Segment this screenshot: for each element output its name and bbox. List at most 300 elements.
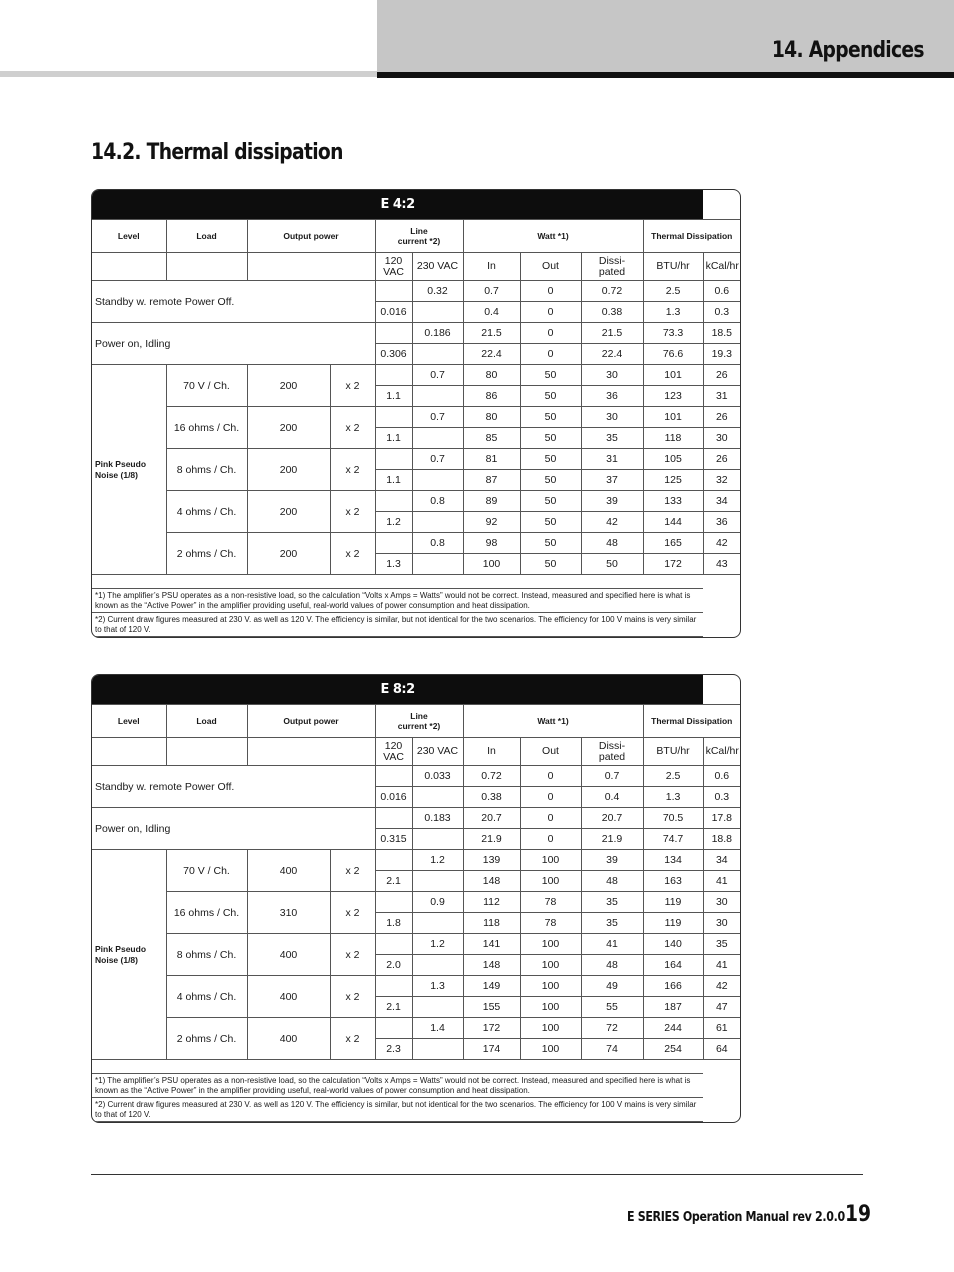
header-grey-rule xyxy=(0,71,377,77)
kcal-hr: 30 xyxy=(703,913,740,934)
line-current-120vac: 1.1 xyxy=(375,470,412,491)
watt-out: 0 xyxy=(520,829,581,850)
idle-label: Power on, Idling xyxy=(92,323,375,365)
kcal-hr: 30 xyxy=(703,892,740,913)
watt-out: 50 xyxy=(520,407,581,428)
watt-dissipated: 0.7 xyxy=(581,766,643,787)
kcal-hr: 32 xyxy=(703,470,740,491)
watt-out: 50 xyxy=(520,386,581,407)
kcal-hr: 47 xyxy=(703,997,740,1018)
line-current-230vac: 1.3 xyxy=(412,976,463,997)
load-label: 2 ohms / Ch. xyxy=(166,1018,247,1060)
watt-in: 174 xyxy=(463,1039,520,1060)
subheader-dissipated: Dissi- pated xyxy=(581,738,643,766)
watt-out: 50 xyxy=(520,491,581,512)
line-current-120vac: 2.1 xyxy=(375,997,412,1018)
watt-in: 86 xyxy=(463,386,520,407)
line-current-230vac: 0.9 xyxy=(412,892,463,913)
watt-in: 172 xyxy=(463,1018,520,1039)
header-row xyxy=(92,220,740,253)
subheader-dissipated: Dissi- pated xyxy=(581,253,643,281)
watt-in: 87 xyxy=(463,470,520,491)
watt-dissipated: 21.9 xyxy=(581,829,643,850)
kcal-hr: 0.6 xyxy=(703,281,740,302)
table-row xyxy=(92,1018,740,1039)
watt-dissipated: 36 xyxy=(581,386,643,407)
channel-multiplier: x 2 xyxy=(330,365,375,407)
btu-hr: 101 xyxy=(643,407,703,428)
line-current-230vac: 0.7 xyxy=(412,365,463,386)
header-black-rule xyxy=(377,72,954,78)
footnote-row xyxy=(92,1098,740,1122)
watt-out: 50 xyxy=(520,554,581,575)
watt-out: 0 xyxy=(520,766,581,787)
line-current-120vac xyxy=(375,976,412,997)
watt-out: 0 xyxy=(520,323,581,344)
table-title: E 8:2 xyxy=(92,675,703,705)
watt-out: 78 xyxy=(520,913,581,934)
watt-out: 100 xyxy=(520,997,581,1018)
kcal-hr: 41 xyxy=(703,955,740,976)
btu-hr: 133 xyxy=(643,491,703,512)
watt-in: 80 xyxy=(463,365,520,386)
output-power-value: 200 xyxy=(247,449,330,491)
table-row xyxy=(92,281,740,302)
watt-in: 148 xyxy=(463,871,520,892)
line-current-120vac: 1.1 xyxy=(375,428,412,449)
kcal-hr: 41 xyxy=(703,871,740,892)
spacer-cell xyxy=(92,575,703,589)
footnote-row xyxy=(92,589,740,613)
page-number: 19 xyxy=(845,1202,872,1227)
output-power-value: 200 xyxy=(247,533,330,575)
thermal-table xyxy=(92,675,740,1122)
watt-dissipated: 20.7 xyxy=(581,808,643,829)
watt-out: 100 xyxy=(520,976,581,997)
table-row xyxy=(92,449,740,470)
line-current-230vac: 0.183 xyxy=(412,808,463,829)
section-title: 14.2. Thermal dissipation xyxy=(91,140,343,165)
footnote-2: *2) Current draw figures measured at 230 V. as well as 120 V. The efficiency is similar, but not identical for the two scenarios. The efficiency for 100 V mains is very similar to that of 120 V. xyxy=(92,613,703,637)
line-current-120vac xyxy=(375,934,412,955)
subheader-230vac: 230 VAC xyxy=(412,738,463,766)
btu-hr: 140 xyxy=(643,934,703,955)
watt-dissipated: 0.38 xyxy=(581,302,643,323)
watt-out: 50 xyxy=(520,470,581,491)
subheader-120vac: 120 VAC xyxy=(375,253,412,281)
line-current-230vac: 0.32 xyxy=(412,281,463,302)
header-level: Level xyxy=(92,220,166,253)
channel-multiplier: x 2 xyxy=(330,449,375,491)
btu-hr: 254 xyxy=(643,1039,703,1060)
kcal-hr: 19.3 xyxy=(703,344,740,365)
watt-dissipated: 39 xyxy=(581,491,643,512)
line-current-230vac xyxy=(412,470,463,491)
line-current-230vac xyxy=(412,344,463,365)
line-current-120vac: 1.8 xyxy=(375,913,412,934)
watt-dissipated: 48 xyxy=(581,871,643,892)
line-current-230vac: 1.2 xyxy=(412,934,463,955)
pink-noise-label: Pink Pseudo Noise (1/8) xyxy=(92,850,166,1060)
line-current-120vac xyxy=(375,808,412,829)
watt-dissipated: 72 xyxy=(581,1018,643,1039)
btu-hr: 105 xyxy=(643,449,703,470)
chapter-title: 14. Appendices xyxy=(771,38,924,63)
spacer-row xyxy=(92,575,740,589)
line-current-120vac xyxy=(375,407,412,428)
btu-hr: 1.3 xyxy=(643,302,703,323)
kcal-hr: 17.8 xyxy=(703,808,740,829)
subheader-empty xyxy=(247,253,375,281)
header-thermal-dissipation: Thermal Dissipation xyxy=(643,705,740,738)
btu-hr: 118 xyxy=(643,428,703,449)
load-label: 70 V / Ch. xyxy=(166,850,247,892)
btu-hr: 101 xyxy=(643,365,703,386)
btu-hr: 144 xyxy=(643,512,703,533)
btu-hr: 125 xyxy=(643,470,703,491)
table-row xyxy=(92,808,740,829)
subheader-empty xyxy=(166,253,247,281)
watt-dissipated: 30 xyxy=(581,407,643,428)
line-current-120vac xyxy=(375,449,412,470)
line-current-230vac xyxy=(412,955,463,976)
watt-dissipated: 22.4 xyxy=(581,344,643,365)
header-load: Load xyxy=(166,705,247,738)
watt-dissipated: 37 xyxy=(581,470,643,491)
line-current-230vac: 0.7 xyxy=(412,407,463,428)
line-current-230vac xyxy=(412,871,463,892)
line-current-120vac xyxy=(375,892,412,913)
output-power-value: 200 xyxy=(247,365,330,407)
watt-dissipated: 30 xyxy=(581,365,643,386)
load-label: 16 ohms / Ch. xyxy=(166,407,247,449)
line-current-230vac xyxy=(412,997,463,1018)
load-label: 70 V / Ch. xyxy=(166,365,247,407)
kcal-hr: 64 xyxy=(703,1039,740,1060)
watt-in: 0.72 xyxy=(463,766,520,787)
table-row xyxy=(92,976,740,997)
line-current-120vac xyxy=(375,281,412,302)
header-watt: Watt *1) xyxy=(463,220,643,253)
watt-out: 0 xyxy=(520,344,581,365)
watt-dissipated: 21.5 xyxy=(581,323,643,344)
load-label: 4 ohms / Ch. xyxy=(166,976,247,1018)
pink-noise-label: Pink Pseudo Noise (1/8) xyxy=(92,365,166,575)
kcal-hr: 43 xyxy=(703,554,740,575)
kcal-hr: 18.8 xyxy=(703,829,740,850)
watt-in: 141 xyxy=(463,934,520,955)
watt-out: 100 xyxy=(520,1039,581,1060)
watt-dissipated: 0.72 xyxy=(581,281,643,302)
watt-dissipated: 50 xyxy=(581,554,643,575)
header-level: Level xyxy=(92,705,166,738)
table-row xyxy=(92,365,740,386)
watt-in: 112 xyxy=(463,892,520,913)
load-label: 16 ohms / Ch. xyxy=(166,892,247,934)
footnote-row xyxy=(92,613,740,637)
subheader-row xyxy=(92,253,740,281)
watt-in: 149 xyxy=(463,976,520,997)
line-current-120vac: 2.0 xyxy=(375,955,412,976)
line-current-230vac xyxy=(412,829,463,850)
watt-out: 50 xyxy=(520,512,581,533)
idle-label: Power on, Idling xyxy=(92,808,375,850)
kcal-hr: 36 xyxy=(703,512,740,533)
watt-out: 50 xyxy=(520,533,581,554)
footnote-row xyxy=(92,1074,740,1098)
header-output-power: Output power xyxy=(247,220,375,253)
line-current-230vac xyxy=(412,386,463,407)
channel-multiplier: x 2 xyxy=(330,892,375,934)
subheader-btu: BTU/hr xyxy=(643,253,703,281)
watt-out: 50 xyxy=(520,449,581,470)
table-caption-row xyxy=(92,190,740,220)
line-current-230vac xyxy=(412,554,463,575)
watt-in: 21.5 xyxy=(463,323,520,344)
watt-dissipated: 74 xyxy=(581,1039,643,1060)
line-current-230vac: 1.4 xyxy=(412,1018,463,1039)
output-power-value: 200 xyxy=(247,491,330,533)
line-current-120vac xyxy=(375,1018,412,1039)
watt-in: 0.7 xyxy=(463,281,520,302)
watt-dissipated: 0.4 xyxy=(581,787,643,808)
line-current-230vac xyxy=(412,302,463,323)
watt-out: 100 xyxy=(520,955,581,976)
watt-out: 100 xyxy=(520,934,581,955)
kcal-hr: 18.5 xyxy=(703,323,740,344)
subheader-in: In xyxy=(463,253,520,281)
btu-hr: 119 xyxy=(643,913,703,934)
watt-out: 0 xyxy=(520,302,581,323)
btu-hr: 187 xyxy=(643,997,703,1018)
table-title: E 4:2 xyxy=(92,190,703,220)
btu-hr: 70.5 xyxy=(643,808,703,829)
line-current-230vac: 0.7 xyxy=(412,449,463,470)
channel-multiplier: x 2 xyxy=(330,491,375,533)
watt-dissipated: 41 xyxy=(581,934,643,955)
kcal-hr: 26 xyxy=(703,407,740,428)
watt-in: 81 xyxy=(463,449,520,470)
watt-out: 100 xyxy=(520,850,581,871)
spacer-cell xyxy=(92,1060,703,1074)
output-power-value: 400 xyxy=(247,1018,330,1060)
btu-hr: 2.5 xyxy=(643,766,703,787)
table-row xyxy=(92,892,740,913)
watt-out: 50 xyxy=(520,428,581,449)
subheader-empty xyxy=(247,738,375,766)
subheader-row xyxy=(92,738,740,766)
footer-rule xyxy=(91,1174,863,1175)
standby-label: Standby w. remote Power Off. xyxy=(92,281,375,323)
kcal-hr: 42 xyxy=(703,533,740,554)
channel-multiplier: x 2 xyxy=(330,1018,375,1060)
btu-hr: 166 xyxy=(643,976,703,997)
watt-in: 0.38 xyxy=(463,787,520,808)
watt-dissipated: 49 xyxy=(581,976,643,997)
footnote-2: *2) Current draw figures measured at 230 V. as well as 120 V. The efficiency is similar, but not identical for the two scenarios. The efficiency for 100 V mains is very similar to that of 120 V. xyxy=(92,1098,703,1122)
watt-in: 139 xyxy=(463,850,520,871)
watt-in: 0.4 xyxy=(463,302,520,323)
btu-hr: 134 xyxy=(643,850,703,871)
line-current-230vac xyxy=(412,913,463,934)
watt-in: 148 xyxy=(463,955,520,976)
thermal-table-e4-2 xyxy=(91,189,741,638)
watt-in: 80 xyxy=(463,407,520,428)
line-current-120vac: 2.1 xyxy=(375,871,412,892)
subheader-out: Out xyxy=(520,738,581,766)
load-label: 8 ohms / Ch. xyxy=(166,449,247,491)
watt-dissipated: 35 xyxy=(581,428,643,449)
line-current-120vac xyxy=(375,491,412,512)
output-power-value: 400 xyxy=(247,934,330,976)
line-current-230vac: 0.186 xyxy=(412,323,463,344)
line-current-230vac xyxy=(412,428,463,449)
subheader-out: Out xyxy=(520,253,581,281)
table-row xyxy=(92,533,740,554)
table-caption-row xyxy=(92,675,740,705)
btu-hr: 76.6 xyxy=(643,344,703,365)
line-current-120vac: 0.016 xyxy=(375,302,412,323)
line-current-120vac xyxy=(375,533,412,554)
watt-out: 0 xyxy=(520,787,581,808)
line-current-120vac xyxy=(375,850,412,871)
watt-in: 92 xyxy=(463,512,520,533)
channel-multiplier: x 2 xyxy=(330,533,375,575)
watt-dissipated: 35 xyxy=(581,913,643,934)
line-current-120vac xyxy=(375,323,412,344)
subheader-empty xyxy=(92,738,166,766)
output-power-value: 400 xyxy=(247,850,330,892)
line-current-120vac: 1.1 xyxy=(375,386,412,407)
subheader-empty xyxy=(92,253,166,281)
kcal-hr: 0.6 xyxy=(703,766,740,787)
header-line-current: Line current *2) xyxy=(375,220,463,253)
watt-in: 118 xyxy=(463,913,520,934)
btu-hr: 244 xyxy=(643,1018,703,1039)
btu-hr: 1.3 xyxy=(643,787,703,808)
output-power-value: 400 xyxy=(247,976,330,1018)
kcal-hr: 30 xyxy=(703,428,740,449)
subheader-230vac: 230 VAC xyxy=(412,253,463,281)
thermal-table-e8-2 xyxy=(91,674,741,1123)
output-power-value: 200 xyxy=(247,407,330,449)
line-current-230vac xyxy=(412,512,463,533)
btu-hr: 164 xyxy=(643,955,703,976)
btu-hr: 165 xyxy=(643,533,703,554)
watt-in: 20.7 xyxy=(463,808,520,829)
kcal-hr: 26 xyxy=(703,365,740,386)
kcal-hr: 61 xyxy=(703,1018,740,1039)
btu-hr: 123 xyxy=(643,386,703,407)
line-current-120vac: 0.016 xyxy=(375,787,412,808)
watt-dissipated: 39 xyxy=(581,850,643,871)
kcal-hr: 34 xyxy=(703,491,740,512)
standby-label: Standby w. remote Power Off. xyxy=(92,766,375,808)
load-label: 8 ohms / Ch. xyxy=(166,934,247,976)
table-row xyxy=(92,407,740,428)
watt-out: 0 xyxy=(520,281,581,302)
subheader-120vac: 120 VAC xyxy=(375,738,412,766)
line-current-120vac: 1.3 xyxy=(375,554,412,575)
watt-dissipated: 35 xyxy=(581,892,643,913)
kcal-hr: 42 xyxy=(703,976,740,997)
watt-dissipated: 55 xyxy=(581,997,643,1018)
table-row xyxy=(92,934,740,955)
footer-manual-title: E SERIES Operation Manual rev 2.0.0 xyxy=(627,1210,845,1225)
thermal-table xyxy=(92,190,740,637)
line-current-120vac: 0.315 xyxy=(375,829,412,850)
load-label: 4 ohms / Ch. xyxy=(166,491,247,533)
channel-multiplier: x 2 xyxy=(330,976,375,1018)
line-current-230vac: 1.2 xyxy=(412,850,463,871)
load-label: 2 ohms / Ch. xyxy=(166,533,247,575)
table-row xyxy=(92,850,740,871)
watt-in: 100 xyxy=(463,554,520,575)
output-power-value: 310 xyxy=(247,892,330,934)
header-output-power: Output power xyxy=(247,705,375,738)
kcal-hr: 26 xyxy=(703,449,740,470)
line-current-230vac: 0.8 xyxy=(412,533,463,554)
channel-multiplier: x 2 xyxy=(330,407,375,449)
table-row xyxy=(92,766,740,787)
btu-hr: 119 xyxy=(643,892,703,913)
watt-out: 0 xyxy=(520,808,581,829)
btu-hr: 73.3 xyxy=(643,323,703,344)
line-current-120vac xyxy=(375,766,412,787)
watt-out: 50 xyxy=(520,365,581,386)
line-current-120vac: 1.2 xyxy=(375,512,412,533)
header-thermal-dissipation: Thermal Dissipation xyxy=(643,220,740,253)
watt-in: 155 xyxy=(463,997,520,1018)
line-current-230vac xyxy=(412,1039,463,1060)
footnote-1: *1) The amplifier’s PSU operates as a non-resistive load, so the calculation “Volts x Amps = Watts” would not be correct. Instead, measured and specified here is what is known as the “Active Power” in the amplifier providing useful, real-world values of power consumption and heat dissipation. xyxy=(92,589,703,613)
subheader-empty xyxy=(166,738,247,766)
subheader-kcal: kCal/hr xyxy=(703,738,740,766)
watt-in: 89 xyxy=(463,491,520,512)
watt-dissipated: 42 xyxy=(581,512,643,533)
subheader-in: In xyxy=(463,738,520,766)
table-row xyxy=(92,491,740,512)
watt-in: 22.4 xyxy=(463,344,520,365)
watt-out: 78 xyxy=(520,892,581,913)
btu-hr: 74.7 xyxy=(643,829,703,850)
watt-in: 98 xyxy=(463,533,520,554)
btu-hr: 2.5 xyxy=(643,281,703,302)
kcal-hr: 31 xyxy=(703,386,740,407)
line-current-230vac: 0.033 xyxy=(412,766,463,787)
spacer-row xyxy=(92,1060,740,1074)
kcal-hr: 34 xyxy=(703,850,740,871)
header-load: Load xyxy=(166,220,247,253)
btu-hr: 163 xyxy=(643,871,703,892)
footnote-1: *1) The amplifier’s PSU operates as a non-resistive load, so the calculation “Volts x Amps = Watts” would not be correct. Instead, measured and specified here is what is known as the “Active Power” in the amplifier providing useful, real-world values of power consumption and heat dissipation. xyxy=(92,1074,703,1098)
kcal-hr: 0.3 xyxy=(703,787,740,808)
line-current-230vac: 0.8 xyxy=(412,491,463,512)
watt-dissipated: 31 xyxy=(581,449,643,470)
subheader-btu: BTU/hr xyxy=(643,738,703,766)
header-line-current: Line current *2) xyxy=(375,705,463,738)
watt-dissipated: 48 xyxy=(581,955,643,976)
btu-hr: 172 xyxy=(643,554,703,575)
watt-in: 85 xyxy=(463,428,520,449)
header-row xyxy=(92,705,740,738)
channel-multiplier: x 2 xyxy=(330,934,375,976)
header-watt: Watt *1) xyxy=(463,705,643,738)
table-row xyxy=(92,323,740,344)
kcal-hr: 35 xyxy=(703,934,740,955)
line-current-120vac xyxy=(375,365,412,386)
watt-dissipated: 48 xyxy=(581,533,643,554)
